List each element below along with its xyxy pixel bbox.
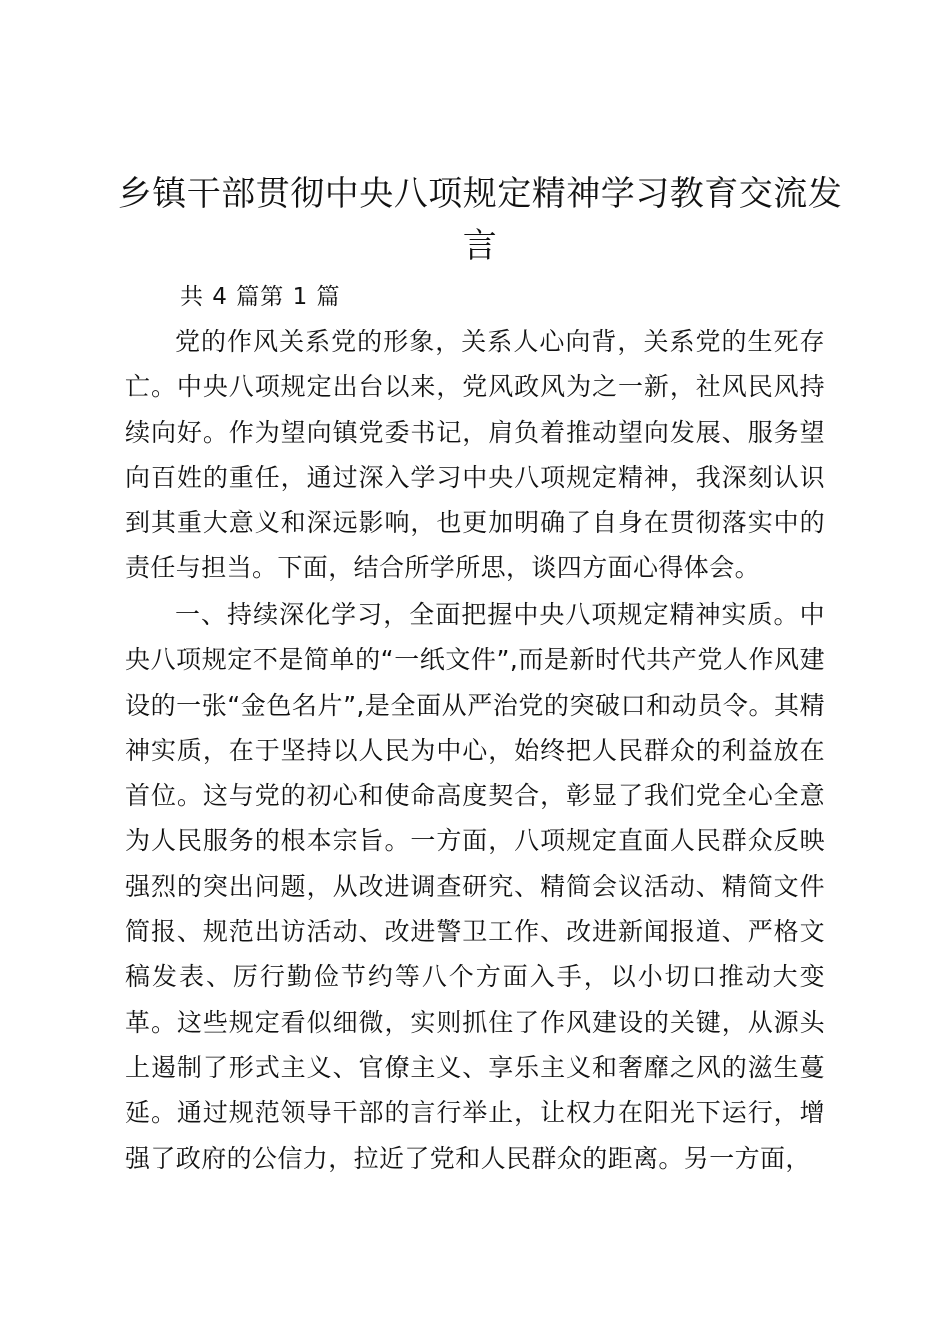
series-note: 共 4 篇第 1 篇 <box>180 284 341 310</box>
document-title: 乡镇干部贯彻中央八项规定精神学习教育交流发言 <box>117 174 843 266</box>
paragraph-section-one: 一、持续深化学习，全面把握中央八项规定精神实质。中央八项规定不是简单的“一纸文件”,而是新时代共产党人作风建设的一张“金色名片”,是全面从严治党的突破口和动员令。其精神实质，在于坚持以人民为中心，始终把人民群众的利益放在首位。这与党的初心和使命高度契合，彰显了我们党全心全意为人民服务的根本宗旨。一方面，八项规定直面人民群众反映强烈的突出问题，从改进调查研究、精简会议活动、精简文件简报、规范出访活动、改进警卫工作、改进新闻报道、严格文稿发表、厉行勤俭节约等八个方面入手，以小切口推动大变革。这些规定看似细微，实则抓住了作风建设的关键，从源头上遏制了形式主义、官僚主义、享乐主义和奢靡之风的滋生蔓延。通过规范领导干部的言行举止，让权力在阳光下运行，增强了政府的公信力，拉近了党和人民群众的距离。另一方面， <box>125 600 825 1173</box>
paragraph-intro: 党的作风关系党的形象，关系人心向背，关系党的生死存亡。中央八项规定出台以来，党风政风为之一新，社风民风持续向好。作为望向镇党委书记，肩负着推动望向发展、服务望向百姓的重任，通过深入学习中央八项规定精神，我深刻认识到其重大意义和深远影响，也更加明确了自身在贯彻落实中的责任与担当。下面，结合所学所思，谈四方面心得体会。 <box>125 327 825 583</box>
